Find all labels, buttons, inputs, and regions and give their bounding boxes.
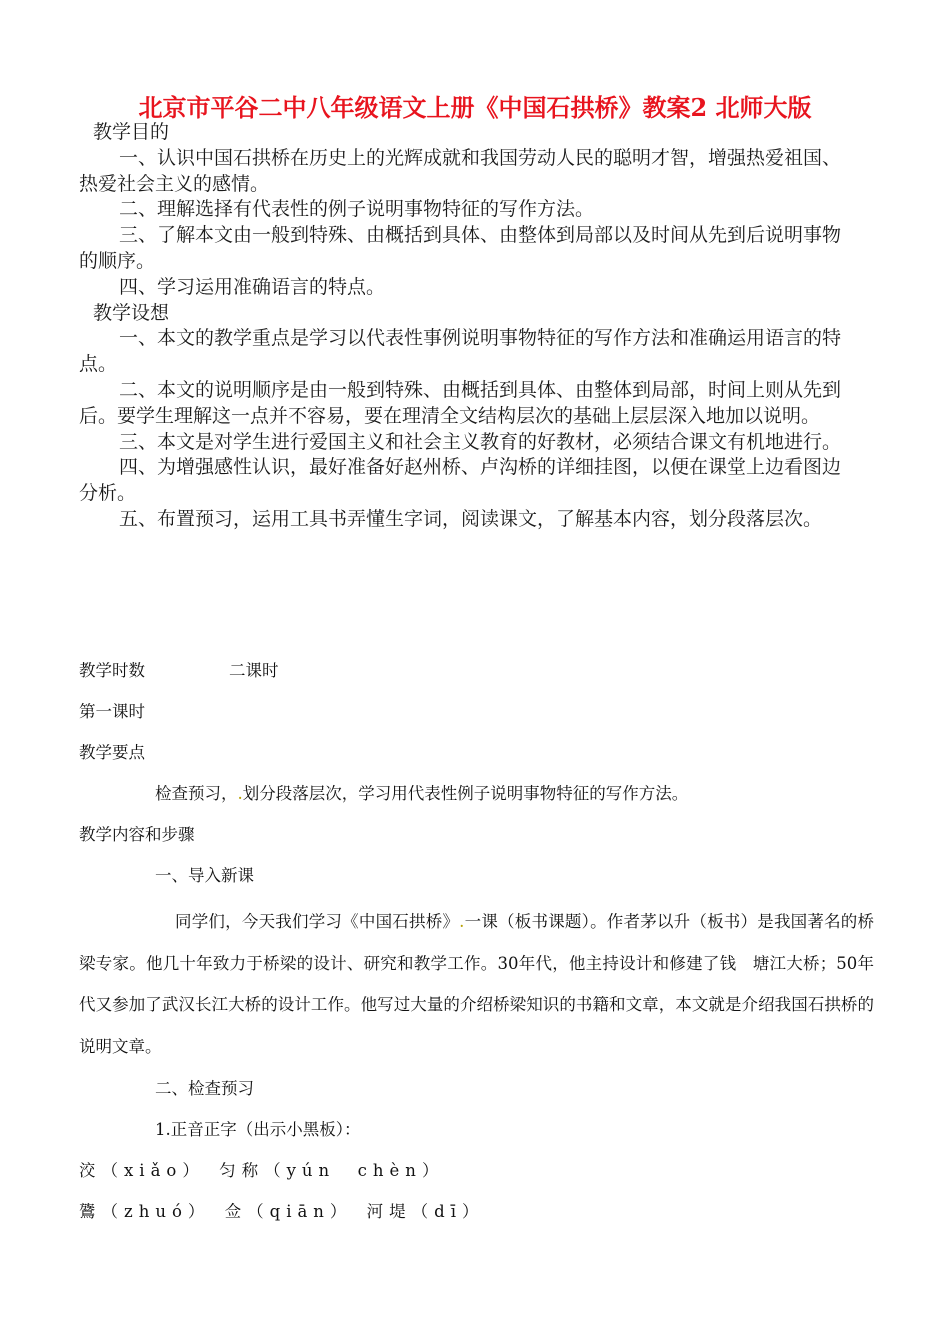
objective-item: 一、认识中国石拱桥在历史上的光辉成就和我国劳动人民的聪明才智，增强热爱祖国、热爱社会主义的感情。 xyxy=(79,146,842,195)
hours-value: 二课时 xyxy=(229,661,279,680)
objective-item: 二、理解选择有代表性的例子说明事物特征的写作方法。 xyxy=(119,198,595,221)
document-title: 北京市平谷二中八年级语文上册《中国石拱桥》教案2 北师大版 xyxy=(138,93,812,122)
key-points-label: 教学要点 xyxy=(79,743,145,762)
step-intro-heading: 一、导入新课 xyxy=(155,866,254,885)
pinyin-row: 洨（xiǎo） 匀称（yún chèn） xyxy=(79,1161,445,1180)
content-label: 教学内容和步骤 xyxy=(79,825,195,844)
first-lesson: 第一课时 xyxy=(79,702,145,721)
heading-objectives: 教学目的 xyxy=(93,121,170,143)
step-preview-heading: 二、检查预习 xyxy=(155,1079,254,1098)
hours-label: 教学时数 xyxy=(79,661,145,680)
design-item: 四、为增强感性认识，最好准备好赵州桥、卢沟桥的详细挂图，以便在课堂上边看图边分析。 xyxy=(79,456,842,505)
heading-design: 教学设想 xyxy=(93,301,170,324)
lesson-body xyxy=(79,655,874,1237)
design-item: 一、本文的教学重点是学习以代表性事例说明事物特征的写作方法和准确运用语言的特点。 xyxy=(79,327,842,376)
objective-item: 四、学习运用准确语言的特点。 xyxy=(119,275,386,298)
design-item: 二、本文的说明顺序是由一般到特殊、由概括到具体、由整体到局部，时间上则从先到后。要学生理解这一点并不容易，要在理清全文结构层次的基础上层层深入地加以说明。 xyxy=(79,378,842,427)
pinyin-row: 鷟（zhuó） 佥（qiān） 河堤（dī） xyxy=(79,1202,485,1221)
stray-dot: . xyxy=(459,912,465,931)
design-item: 五、布置预习，运用工具书弄懂生字词，阅读课文，了解基本内容，划分段落层次。 xyxy=(119,507,823,530)
pronunciation-heading: 1.正音正字（出示小黑板）： xyxy=(155,1120,361,1139)
intro-paragraph: 同学们，今天我们学习《中国石拱桥》.一课（板书课题）。作者茅以升（板书）是我国著名的桥梁专家。他几十年致力于桥梁的设计、研究和教学工作。30年代，他主持设计和修建了钱 塘江大桥；50年代又参加了武汉长江大桥的设计工作。他写过大量的介绍桥梁知识的书籍和文章，本文就是介绍我国石拱桥的说明文章。 xyxy=(79,912,875,1056)
objective-item: 三、了解本文由一般到特殊、由概括到具体、由整体到局部以及时间从先到后说明事物的顺序。 xyxy=(79,224,842,272)
scanned-section xyxy=(79,120,859,533)
key-points: 检查预习，.划分段落层次，学习用代表性例子说明事物特征的写作方法。 xyxy=(155,784,689,803)
hours-line xyxy=(79,655,874,696)
stray-dot: . xyxy=(237,784,243,803)
design-item: 三、本文是对学生进行爱国主义和社会主义教育的好教材，必须结合课文有机地进行。 xyxy=(119,430,842,453)
